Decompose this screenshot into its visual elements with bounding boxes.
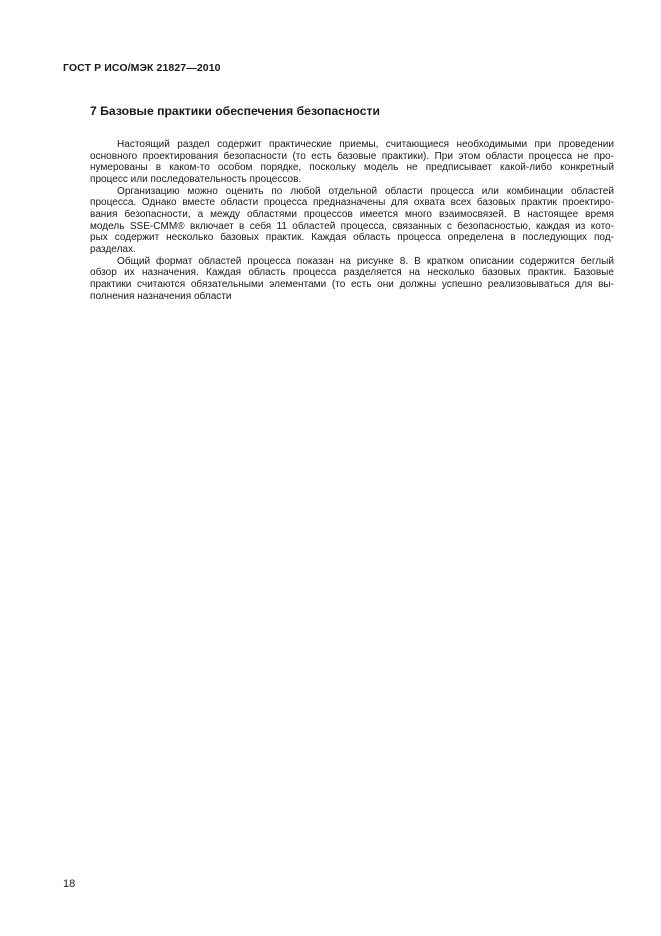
section-heading: 7 Базовые практики обеспечения безопасности	[90, 104, 380, 118]
text-line: Настоящий раздел содержит практические приемы, считающиеся необходимыми при проведении	[117, 139, 614, 150]
paragraph-1	[63, 139, 614, 186]
text-line: модель SSE-CMM® включает в себя 11 областей процесса, связанных с безопасностью, каждая из кото-	[90, 220, 614, 232]
text-line: полнения назначения области	[90, 290, 232, 302]
text-line: Общий формат областей процесса показан на рисунке 8. В кратком описании содержится беглый	[117, 255, 614, 267]
standard-header: ГОСТ Р ИСО/МЭК 21827—2010	[63, 62, 221, 74]
text-line: разделах.	[90, 243, 136, 255]
text-line: процесса. Однако вместе области процесса предназначены для охвата всех базовых практик проектиро-	[90, 197, 614, 209]
text-line: обзор их назначения. Каждая область процесса разделяется на несколько базовых практик. Базовые	[90, 267, 614, 279]
text-line: рых содержит несколько базовых практик. Каждая область процесса определена в последующих под-	[90, 232, 614, 244]
body-text	[63, 139, 614, 302]
paragraph-3	[63, 256, 614, 303]
page-number: 18	[63, 878, 76, 890]
paragraph-2	[63, 186, 614, 256]
text-line: процесс или последовательность процессов.	[90, 173, 302, 185]
text-line: Организацию можно оценить по любой отдельной области процесса или комбинации областей	[117, 185, 614, 197]
text-line: нумерованы в каком-то особом порядке, поскольку модель не предписывает какой-либо конкретный	[90, 162, 614, 174]
text-line: практики считаются обязательными элементами (то есть они должны успешно реализовываться для вы-	[90, 278, 614, 290]
text-line: основного проектирования безопасности (то есть базовые практики). При этом области процесса не про-	[90, 150, 614, 162]
text-line: вания безопасности, а между областями процессов имеется много взаимосвязей. В настоящее время	[90, 208, 614, 220]
